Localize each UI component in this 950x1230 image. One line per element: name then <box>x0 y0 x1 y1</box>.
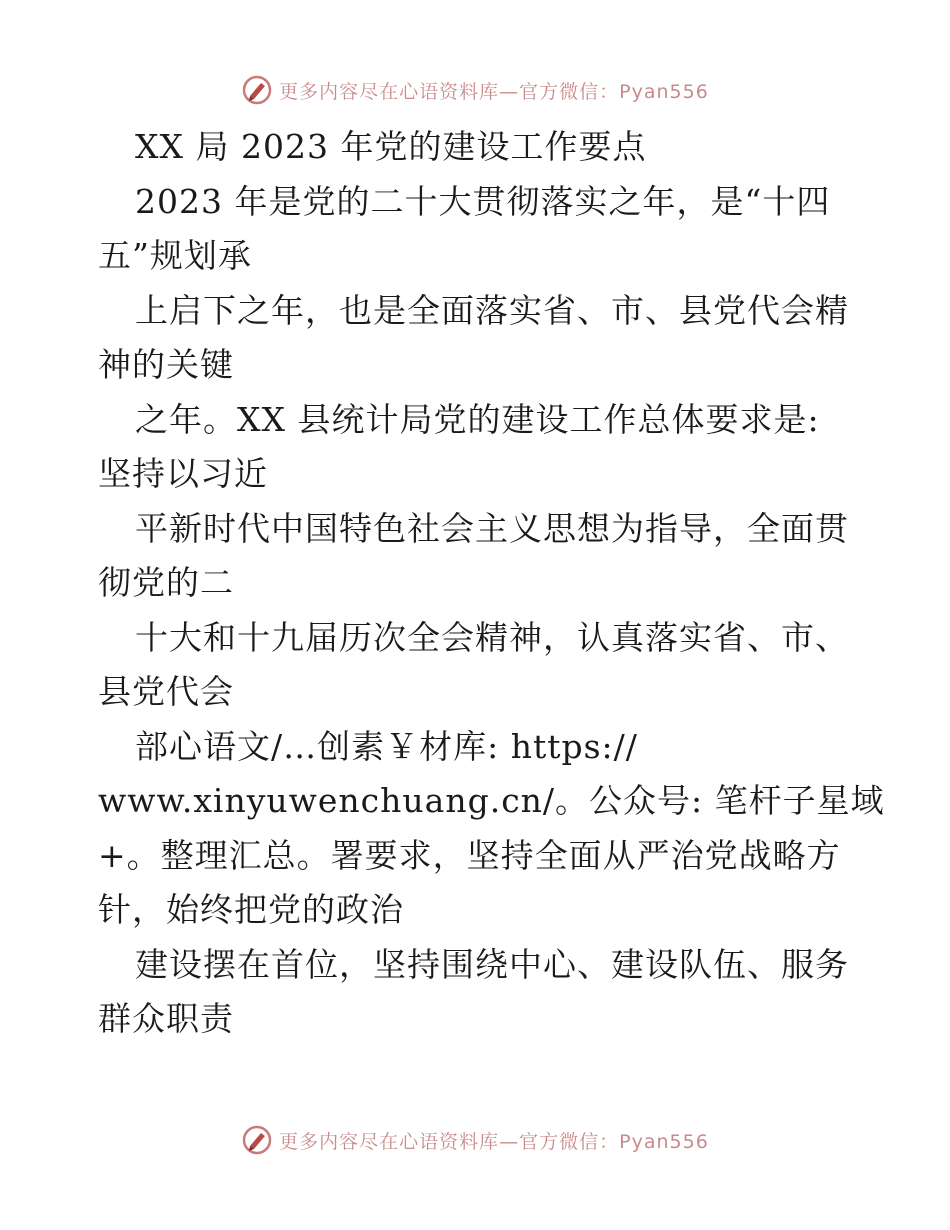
document-body <box>98 120 898 1047</box>
document-line: 坚持以习近 <box>98 454 268 493</box>
pen-circle-logo-icon <box>241 1124 273 1156</box>
document-line: 神的关键 <box>98 345 234 384</box>
document-line: 彻党的二 <box>98 563 234 602</box>
document-line: 2023 年是党的二十大贯彻落实之年，是“十四 <box>135 181 831 221</box>
document-line: +。整理汇总。署要求，坚持全面从严治党战略方 <box>98 835 841 875</box>
document-line: 县党代会 <box>98 672 234 711</box>
document-line: 十大和十九届历次全会精神，认真落实省、市、 <box>135 617 849 657</box>
document-line: 五”规划承 <box>98 236 252 275</box>
document-line: XX 局 2023 年党的建设工作要点 <box>135 127 647 166</box>
document-line: www.xinyuwenchuang.cn/。公众号: 笔杆子星域 <box>98 781 885 820</box>
pen-circle-logo-icon <box>241 74 273 106</box>
footer-watermark <box>0 1120 950 1160</box>
document-line: 上启下之年，也是全面落实省、市、县党代会精 <box>135 290 849 330</box>
document-line: 部心语文/…创素￥材库: https:// <box>135 726 638 766</box>
watermark-text: 更多内容尽在心语资料库—官方微信：Pyan556 <box>279 1130 709 1153</box>
document-line: 之年。XX 县统计局党的建设工作总体要求是: <box>135 399 820 439</box>
document-line: 群众职责 <box>98 999 234 1038</box>
header-watermark <box>0 70 950 110</box>
document-line: 针，始终把党的政治 <box>98 890 404 929</box>
document-line: 平新时代中国特色社会主义思想为指导，全面贯 <box>135 508 849 548</box>
document-line: 建设摆在首位，坚持围绕中心、建设队伍、服务 <box>135 944 849 984</box>
watermark-text: 更多内容尽在心语资料库—官方微信：Pyan556 <box>279 80 709 103</box>
